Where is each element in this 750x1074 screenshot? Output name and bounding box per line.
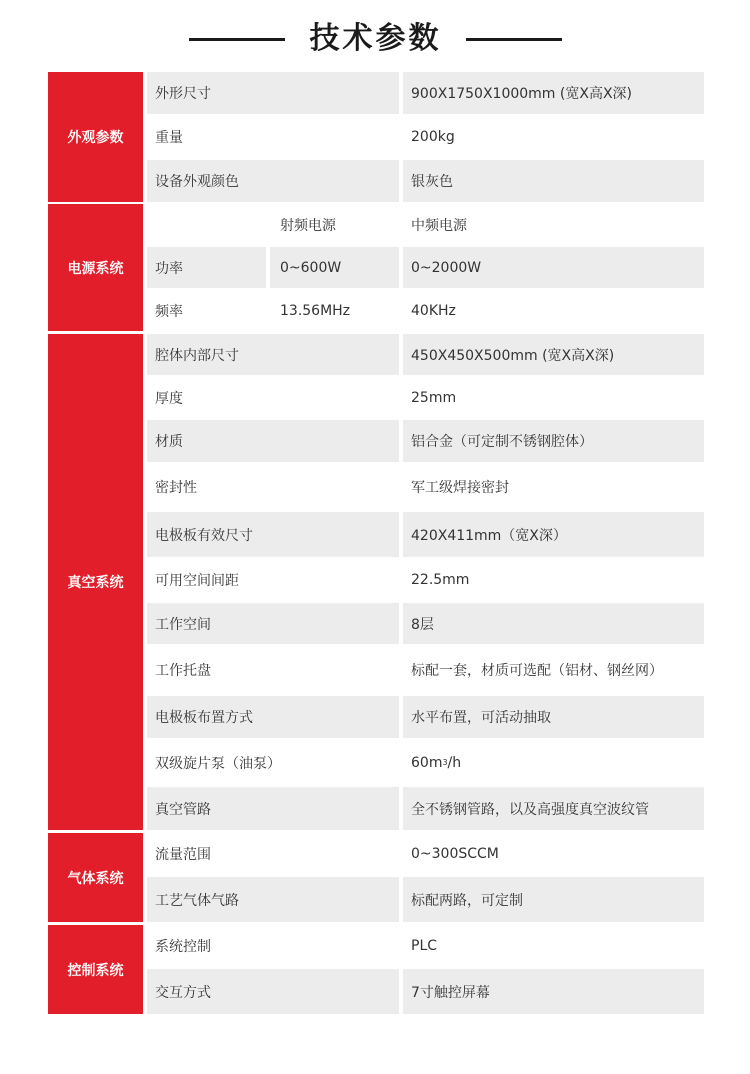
table-row (147, 512, 704, 557)
table-row (147, 247, 704, 288)
row-value: 0~300SCCM (411, 846, 499, 862)
row-name: 频率 (155, 303, 183, 320)
row-name: 腔体内部尺寸 (147, 334, 399, 375)
table-row (147, 646, 704, 694)
row-value: 22.5mm (411, 572, 470, 588)
row-name: 双级旋片泵（油泵） (155, 755, 281, 772)
row-name: 工作空间 (147, 603, 399, 644)
row-name: 工艺气体气路 (147, 877, 399, 922)
table-row (147, 559, 704, 601)
table-row (147, 925, 704, 967)
row-value: 40KHz (411, 302, 456, 319)
table-row (147, 969, 704, 1014)
row-value: 标配两路，可定制 (403, 877, 704, 922)
table-row (147, 160, 704, 202)
value-prefix: 60m (411, 754, 443, 771)
category-label: 控制系统 (48, 925, 143, 1014)
category-label: 外观参数 (48, 72, 143, 202)
title-bar (0, 18, 750, 58)
table-row (147, 833, 704, 875)
row-mid-value: 0~600W (270, 247, 399, 288)
row-name: 设备外观颜色 (147, 160, 399, 202)
table-row (147, 877, 704, 922)
row-value: 水平布置，可活动抽取 (403, 696, 704, 738)
row-value: 450X450X500mm (宽X高X深) (403, 334, 704, 375)
row-value: 铝合金（可定制不锈钢腔体） (403, 420, 704, 462)
table-row (147, 72, 704, 114)
row-name: 功率 (147, 247, 266, 288)
section-control (48, 925, 704, 1014)
subheader-mf: 中频电源 (411, 217, 467, 234)
row-name (147, 204, 266, 245)
row-value: 银灰色 (403, 160, 704, 202)
table-row (147, 603, 704, 644)
table-row (147, 116, 704, 158)
row-name: 工作托盘 (155, 663, 211, 679)
table-row (147, 420, 704, 462)
category-label: 电源系统 (48, 204, 143, 331)
row-name: 重量 (155, 130, 183, 146)
table-row (147, 787, 704, 830)
section-vacuum (48, 334, 704, 830)
row-mid-value: 13.56MHz (280, 302, 351, 319)
value-suffix: /h (447, 754, 462, 771)
table-row (147, 464, 704, 510)
row-name: 密封性 (155, 480, 197, 496)
row-name: 交互方式 (147, 969, 399, 1014)
row-value: 25mm (411, 389, 457, 406)
row-value: 8层 (403, 603, 704, 644)
row-value: 420X411mm（宽X深） (403, 512, 704, 557)
page-title: 技术参数 (309, 21, 442, 56)
category-label: 气体系统 (48, 833, 143, 922)
row-name: 材质 (147, 420, 399, 462)
title-line-right (466, 38, 562, 41)
row-name: 可用空间间距 (155, 573, 239, 589)
title-line-left (189, 38, 285, 41)
table-row (147, 377, 704, 418)
row-name: 系统控制 (155, 939, 211, 955)
row-value: 全不锈钢管路，以及高强度真空波纹管 (403, 787, 704, 830)
row-name: 电极板有效尺寸 (147, 512, 399, 557)
table-row (147, 696, 704, 738)
row-value: 7寸触控屏幕 (403, 969, 704, 1014)
section-appearance (48, 72, 704, 202)
value-superscript: 3 (442, 758, 448, 767)
row-value (403, 740, 704, 785)
section-power (48, 204, 704, 331)
table-row (147, 334, 704, 375)
row-value: PLC (411, 938, 438, 954)
table-subheader (147, 204, 704, 245)
table-row (147, 740, 704, 785)
table-row (147, 290, 704, 331)
row-value: 军工级焊接密封 (411, 480, 509, 496)
row-value: 0~2000W (403, 247, 704, 288)
section-gas (48, 833, 704, 922)
category-label: 真空系统 (48, 334, 143, 830)
row-name: 流量范围 (155, 847, 211, 863)
row-name: 外形尺寸 (147, 72, 399, 114)
row-name: 真空管路 (147, 787, 399, 830)
subheader-rf: 射频电源 (280, 217, 336, 234)
row-value: 200kg (411, 129, 455, 145)
row-value: 标配一套，材质可选配（铝材、钢丝网） (411, 663, 663, 679)
row-name: 电极板布置方式 (147, 696, 399, 738)
row-name: 厚度 (155, 390, 183, 407)
row-value: 900X1750X1000mm (宽X高X深) (403, 72, 704, 114)
